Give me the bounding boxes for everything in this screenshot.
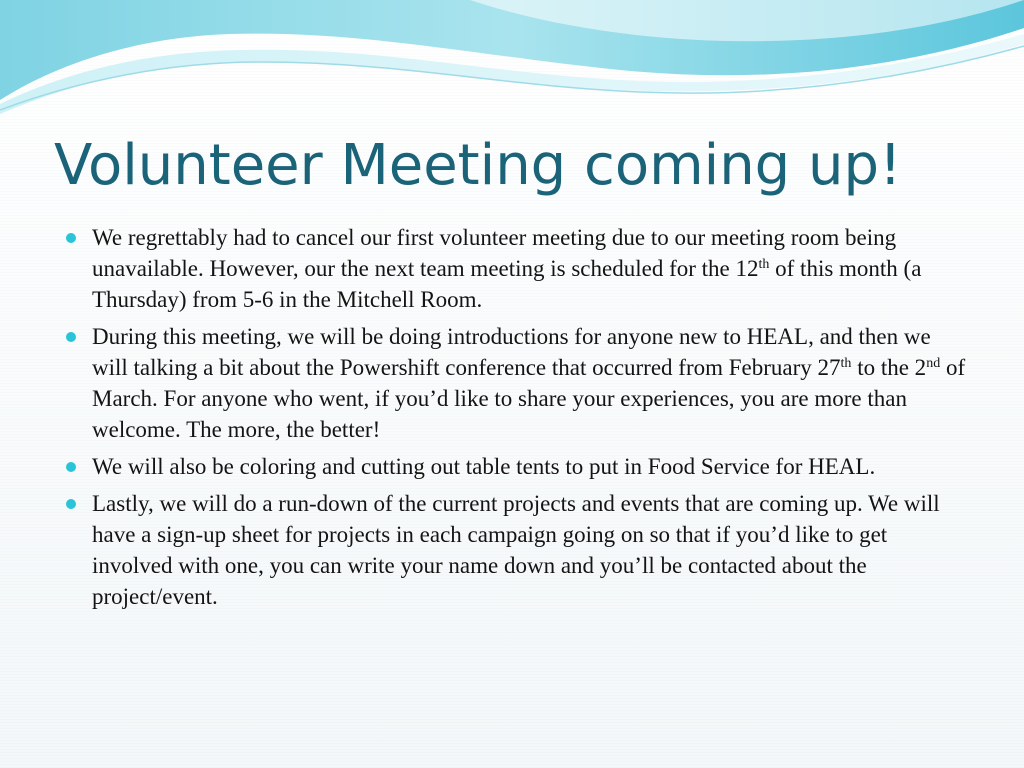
bullet-item: [66, 488, 966, 612]
bullet-text: We regrettably had to cancel our first volunteer meeting due to our meeting room being unavailable. However, our the next team meeting is scheduled for the 12: [92, 225, 897, 281]
bullet-dot-icon: [66, 233, 76, 243]
bullet-dot-icon: [66, 499, 76, 509]
bullet-text: During this meeting, we will be doing introductions for anyone new to HEAL, and then we will talking a bit about the Powershift conference that occurred from February 27: [92, 324, 931, 380]
bullet-text: We will also be coloring and cutting out table tents to put in Food Service for HEAL.: [92, 454, 876, 479]
bullet-dot-icon: [66, 332, 76, 342]
bullet-text: of March. For anyone who went, if you’d like to share your experiences, you are more than welcome. The more, the better!: [92, 355, 966, 442]
bullet-text: of this month (a Thursday) from 5-6 in the Mitchell Room.: [92, 256, 922, 312]
bullet-dot-icon: [66, 462, 76, 472]
bullet-item: [66, 222, 966, 315]
ordinal-suffix: nd: [926, 356, 941, 371]
ordinal-suffix: th: [840, 356, 852, 371]
bullet-text: to the 2: [851, 355, 927, 380]
slide-title: Volunteer Meeting coming up!: [54, 133, 902, 198]
ordinal-suffix: th: [758, 257, 770, 272]
bullet-text: Lastly, we will do a run-down of the current projects and events that are coming up. We will have a sign-up sheet for projects in each campaign going on so that if you’d like to get involved with one, you can write your name down and you’ll be contacted about the project/event.: [92, 491, 940, 609]
header-wave-decoration: [0, 0, 1024, 120]
bullet-list: [66, 222, 966, 618]
bullet-item: [66, 451, 966, 482]
bullet-item: [66, 321, 966, 445]
